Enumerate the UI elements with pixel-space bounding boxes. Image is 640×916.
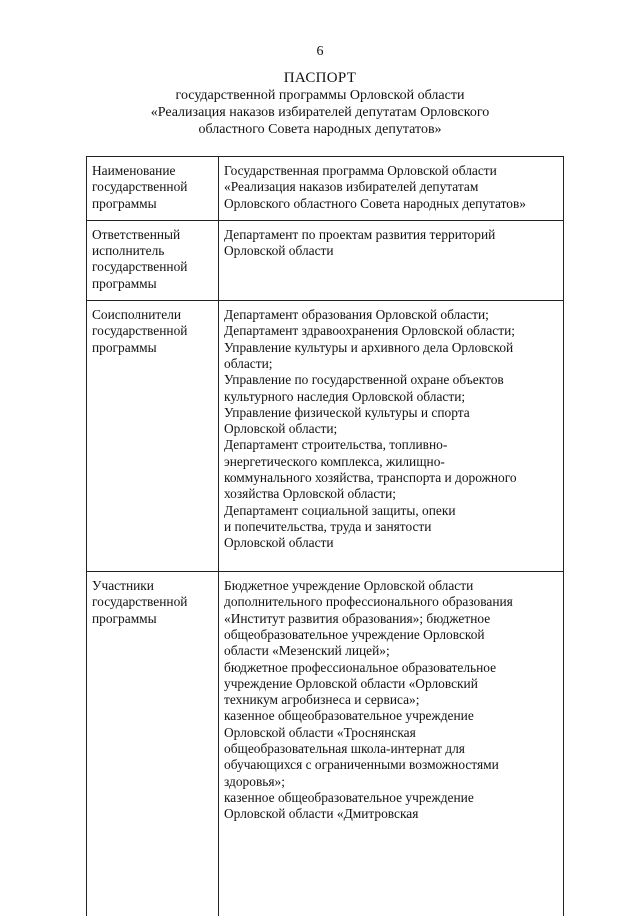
value-line: общеобразовательная школа-интернат для (224, 741, 465, 757)
row-label (87, 572, 219, 916)
label-line: Ответственный (92, 226, 181, 242)
label-line: Участники (92, 578, 154, 594)
label-line: программы (92, 339, 157, 355)
row-label (87, 220, 219, 300)
value-line: культурного наследия Орловской области; (224, 388, 466, 404)
row-label (87, 157, 219, 221)
value-line: Орловской области «Дмитровская (224, 806, 419, 822)
heading-line: «Реализация наказов избирателей депутатам Орловского (150, 105, 490, 120)
value-line: «Институт развития образования»; бюджетное (224, 610, 491, 626)
row-value (219, 301, 564, 572)
page-number: 6 (316, 44, 324, 59)
label-line: государственной (92, 259, 188, 275)
label-line: государственной (92, 323, 188, 339)
value-line: дополнительного профессионального образования (224, 594, 513, 610)
table-row-co-executors (87, 301, 564, 572)
value-line: Департамент социальной защиты, опеки (224, 502, 456, 518)
value-line: обучающихся с ограниченными возможностями (224, 757, 499, 773)
value-line: Орловской области (224, 535, 334, 551)
label-line: исполнитель (92, 243, 165, 259)
value-line: Управление по государственной охране объектов (224, 372, 504, 388)
heading-line: государственной программы Орловской области (175, 88, 465, 103)
document-title: ПАСПОРТ (283, 70, 357, 86)
value-line: области; (224, 355, 273, 371)
value-line: Орловского областного Совета народных депутатов» (224, 195, 527, 211)
value-line: коммунального хозяйства, транспорта и дорожного (224, 470, 517, 486)
table-row-program-name (87, 157, 564, 221)
value-line: Орловской области; (224, 421, 338, 437)
value-line: учреждение Орловской области «Орловский (224, 675, 478, 691)
value-line: техникум агробизнеса и сервиса»; (224, 692, 420, 708)
passport-table (86, 156, 564, 916)
label-line: государственной (92, 179, 188, 195)
row-value (219, 157, 564, 221)
value-line: бюджетное профессиональное образовательное (224, 659, 497, 675)
value-line: хозяйства Орловской области; (224, 486, 396, 502)
row-value (219, 572, 564, 916)
value-line: здоровья»; (224, 773, 285, 789)
row-value (219, 220, 564, 300)
value-line: Департамент здравоохранения Орловской области; (224, 323, 515, 339)
value-line: Орловской области «Троснянская (224, 724, 416, 740)
value-line: «Реализация наказов избирателей депутатам (224, 179, 479, 195)
value-line: Департамент строительства, топливно- (224, 437, 448, 453)
label-line: программы (92, 275, 157, 291)
document-heading (60, 70, 580, 138)
value-line: казенное общеобразовательное учреждение (224, 789, 474, 805)
value-line: Департамент по проектам развития территорий (224, 226, 496, 242)
label-line: Наименование (92, 163, 176, 178)
label-line: Соисполнители (92, 307, 182, 323)
value-line: Орловской области (224, 243, 334, 259)
value-line: Управление физической культуры и спорта (224, 404, 470, 420)
heading-line: областного Совета народных депутатов» (198, 122, 442, 137)
value-line: Департамент образования Орловской области; (224, 307, 489, 323)
value-line: общеобразовательное учреждение Орловской (224, 626, 485, 642)
value-line: Бюджетное учреждение Орловской области (224, 578, 474, 594)
value-line: и попечительства, труда и занятости (224, 518, 432, 534)
label-line: программы (92, 195, 157, 211)
value-line: энергетического комплекса, жилищно- (224, 453, 445, 469)
table-row-participants (87, 572, 564, 916)
value-line: области «Мезенский лицей»; (224, 643, 390, 659)
row-label (87, 301, 219, 572)
value-line: Управление культуры и архивного дела Орловской (224, 339, 514, 355)
label-line: государственной (92, 594, 188, 610)
value-line: казенное общеобразовательное учреждение (224, 708, 474, 724)
label-line: программы (92, 610, 157, 626)
table-row-responsible-executor (87, 220, 564, 300)
value-line: Государственная программа Орловской области (224, 163, 497, 178)
